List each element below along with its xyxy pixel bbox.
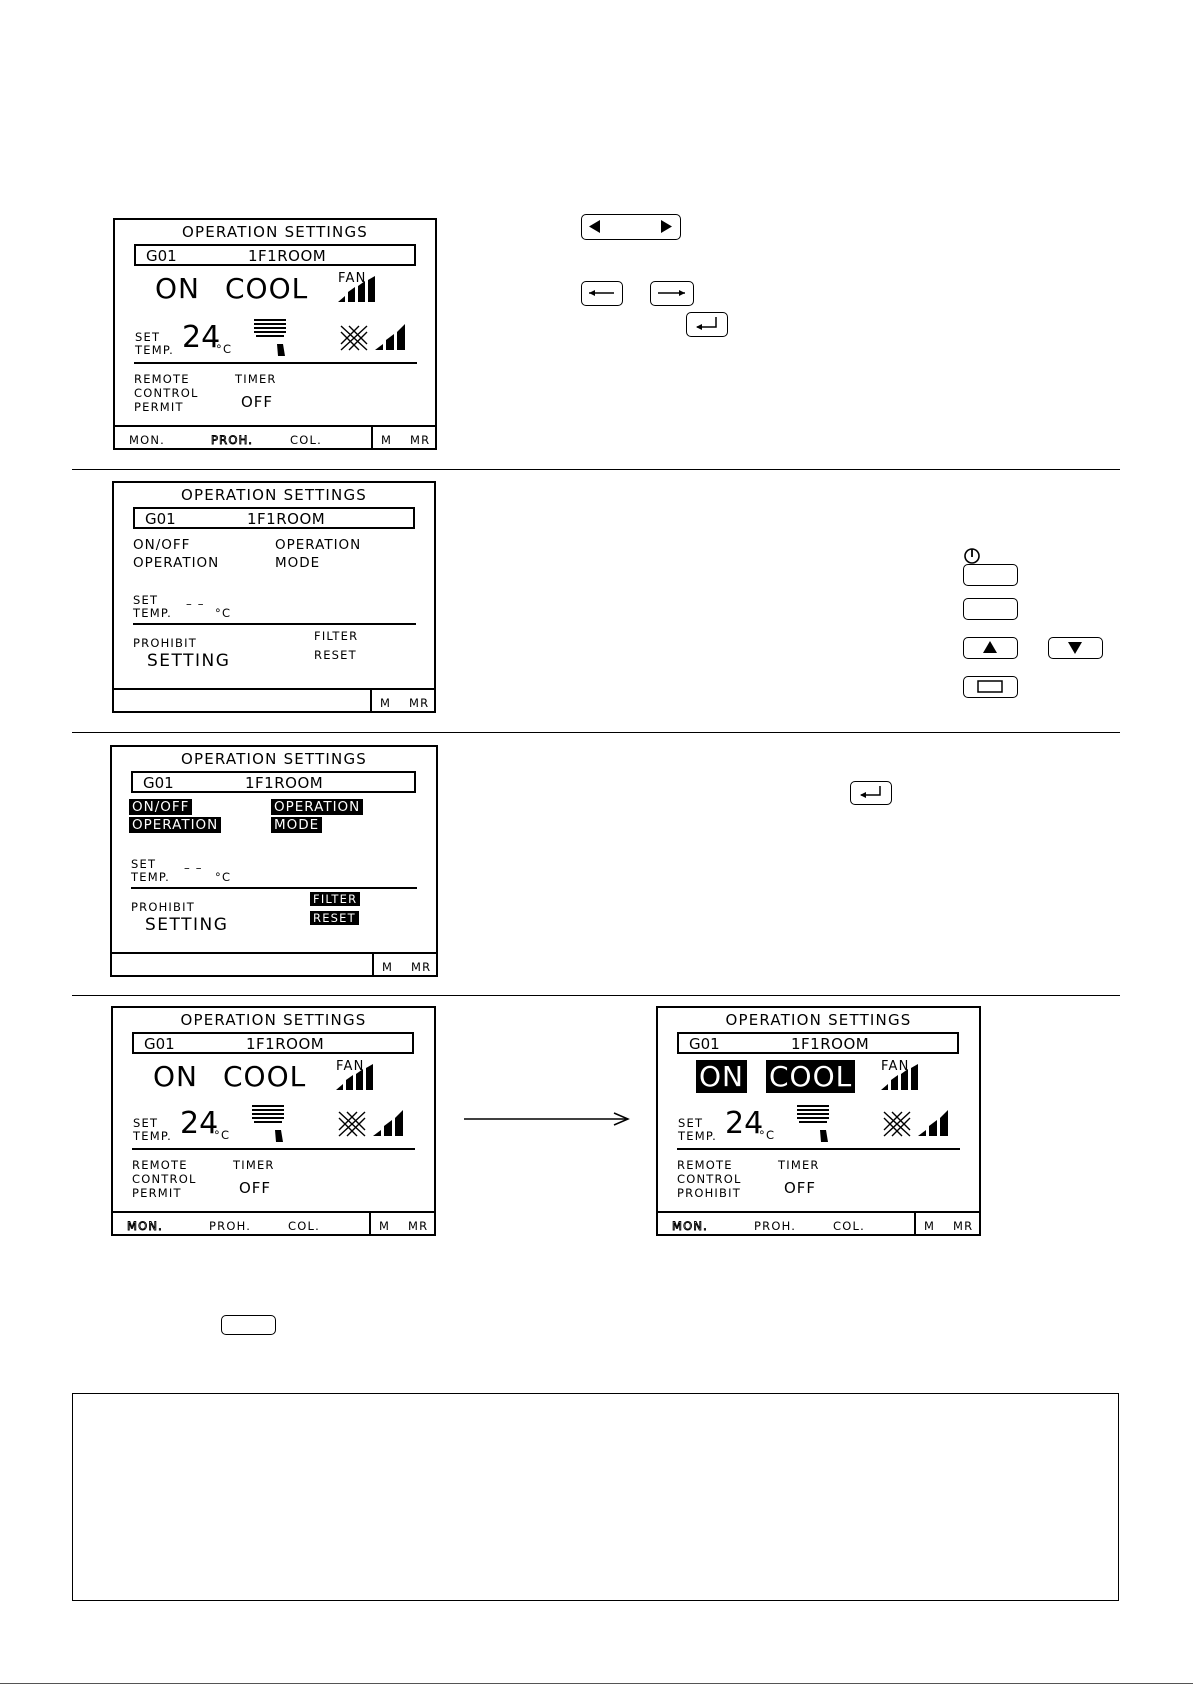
menu-mr[interactable]: MR: [409, 696, 430, 710]
temp-dash: – –: [184, 861, 203, 875]
on-off-key[interactable]: [963, 564, 1018, 586]
ventilation-icon: [335, 1106, 407, 1140]
temp-dash: – –: [186, 597, 205, 611]
group-name: 1F1ROOM: [248, 247, 327, 265]
section-separator: [72, 995, 1120, 996]
lcd-screen-3: [110, 745, 438, 977]
divider: [134, 362, 417, 364]
group-name: 1F1ROOM: [245, 774, 324, 792]
timer-label: TIMER: [778, 1158, 820, 1172]
page-bottom-rule: [0, 1683, 1193, 1684]
prohibit-label: PROHIBIT: [131, 900, 195, 914]
reset-label-selected: RESET: [310, 911, 359, 925]
filter-label-selected: FILTER: [310, 892, 360, 906]
on-status: ON: [153, 1060, 198, 1093]
lcd-screen-1: [113, 218, 437, 450]
divider: [131, 887, 417, 889]
remote-label-1: REMOTE: [132, 1158, 188, 1172]
prohibit-label: PROHIBIT: [133, 636, 197, 650]
down-key[interactable]: [1048, 637, 1103, 659]
divider: [133, 623, 416, 625]
group-id: G01: [689, 1035, 720, 1053]
menu-proh[interactable]: PROH.: [211, 433, 254, 447]
enter-return-icon: [851, 782, 890, 803]
timer-value: OFF: [241, 393, 274, 411]
down-triangle-icon: [1049, 638, 1101, 657]
enter-key[interactable]: [686, 312, 728, 337]
ventilation-icon: [337, 320, 409, 354]
mode-label: MODE: [275, 555, 321, 571]
up-triangle-icon: [964, 638, 1016, 657]
menu-split: [914, 1211, 916, 1235]
menu-proh[interactable]: PROH.: [209, 1219, 252, 1233]
group-id: G01: [143, 774, 174, 792]
mode-status: COOL: [225, 272, 309, 305]
left-right-arrows-icon: [582, 215, 679, 238]
set-label: SET: [131, 857, 157, 871]
filter-rect-icon: [964, 677, 1016, 696]
temp-unit: °C: [216, 342, 233, 356]
group-name: 1F1ROOM: [246, 1035, 325, 1053]
set-label: SET: [133, 1116, 159, 1130]
remote-label-2: CONTROL: [134, 386, 199, 400]
menu-col[interactable]: COL.: [288, 1219, 320, 1233]
enter-key[interactable]: [850, 781, 892, 805]
temp-unit: °C: [215, 870, 232, 884]
screen-title: OPERATION SETTINGS: [181, 223, 369, 241]
menu-col[interactable]: COL.: [833, 1219, 865, 1233]
louver-icon: [794, 1104, 834, 1144]
fan-label: FAN: [336, 1059, 365, 1074]
temp-label: TEMP.: [131, 870, 171, 884]
menu-mon[interactable]: MON.: [129, 433, 166, 447]
louver-icon: [251, 318, 291, 358]
onoff-label: ON/OFF: [133, 537, 191, 553]
menu-mr[interactable]: MR: [408, 1219, 429, 1233]
up-key[interactable]: [963, 637, 1018, 659]
louver-icon: [249, 1104, 289, 1144]
note-box: [72, 1393, 1119, 1601]
menu-split: [370, 688, 372, 712]
menu-divider: [113, 1211, 434, 1213]
setting-label: SETTING: [145, 915, 229, 935]
remote-label-2: CONTROL: [132, 1172, 197, 1186]
operation-label: OPERATION: [133, 555, 220, 571]
lcd-screen-4-after: [656, 1006, 981, 1236]
left-right-key[interactable]: [581, 214, 681, 240]
timer-label: TIMER: [233, 1158, 275, 1172]
menu-m[interactable]: M: [380, 696, 392, 710]
set-label: SET: [133, 593, 159, 607]
fan-speed-icon: [879, 1064, 929, 1092]
remote-label-1: REMOTE: [134, 372, 190, 386]
filter-key[interactable]: [963, 676, 1018, 698]
operation-mode-label: OPERATION: [275, 537, 362, 553]
menu-mon[interactable]: MON.: [672, 1219, 709, 1233]
mode-label-selected: MODE: [271, 816, 322, 834]
menu-divider: [115, 425, 435, 427]
setting-label: SETTING: [147, 651, 231, 671]
set-temp-value: 24: [180, 1106, 219, 1141]
lcd-screen-2: [112, 481, 436, 713]
group-name: 1F1ROOM: [791, 1035, 870, 1053]
temp-label: TEMP.: [133, 606, 173, 620]
lcd-screen-4-before: [111, 1006, 436, 1236]
on-status-selected: ON: [696, 1060, 747, 1093]
power-icon: [963, 547, 981, 565]
remote-label-1: REMOTE: [677, 1158, 733, 1172]
fan-speed-icon: [334, 1064, 384, 1092]
menu-mr[interactable]: MR: [410, 433, 431, 447]
menu-split: [372, 952, 374, 976]
group-id: G01: [146, 247, 177, 265]
fan-speed-icon: [336, 276, 386, 304]
operation-mode-label-selected: OPERATION: [271, 798, 363, 816]
menu-mon[interactable]: MON.: [127, 1219, 164, 1233]
menu-split: [369, 1211, 371, 1235]
temp-unit: °C: [214, 1128, 231, 1142]
group-id: G01: [145, 510, 176, 528]
screen-title: OPERATION SETTINGS: [725, 1011, 912, 1029]
group-field: [677, 1032, 959, 1054]
group-id: G01: [144, 1035, 175, 1053]
group-field: [133, 507, 415, 529]
group-name: 1F1ROOM: [247, 510, 326, 528]
screen-title: OPERATION SETTINGS: [180, 486, 368, 504]
set-label: SET: [678, 1116, 704, 1130]
fan-label: FAN: [338, 271, 367, 286]
section-separator: [72, 469, 1120, 470]
on-status: ON: [155, 272, 200, 305]
mode-key[interactable]: [963, 598, 1018, 620]
right-key[interactable]: [650, 281, 694, 306]
ventilation-icon: [880, 1106, 952, 1140]
permit-label: PERMIT: [134, 400, 184, 414]
mode-status: COOL: [223, 1060, 307, 1093]
prohibit-label: PROHIBIT: [677, 1186, 741, 1200]
menu-divider: [114, 688, 434, 690]
group-field: [131, 771, 416, 793]
set-temp-value: 24: [182, 320, 221, 355]
temp-label: TEMP.: [133, 1129, 173, 1143]
menu-m[interactable]: M: [379, 1219, 391, 1233]
menu-mr[interactable]: MR: [953, 1219, 974, 1233]
timer-value: OFF: [239, 1179, 272, 1197]
section-separator: [72, 732, 1120, 733]
confirm-key[interactable]: [221, 1315, 276, 1335]
reset-label: RESET: [314, 648, 357, 662]
remote-label-2: CONTROL: [677, 1172, 742, 1186]
enter-return-icon: [687, 313, 726, 335]
set-temp-value: 24: [725, 1106, 764, 1141]
onoff-label-selected: ON/OFF: [129, 798, 192, 816]
group-field: [134, 244, 416, 266]
right-arrow-icon: [651, 282, 692, 304]
group-field: [132, 1032, 414, 1054]
temp-label: TEMP.: [135, 343, 175, 357]
divider: [677, 1148, 960, 1150]
screen-title: OPERATION SETTINGS: [180, 1011, 367, 1029]
menu-divider: [658, 1211, 979, 1213]
menu-mr[interactable]: MR: [411, 960, 432, 974]
menu-split: [371, 425, 373, 449]
menu-proh[interactable]: PROH.: [754, 1219, 797, 1233]
permit-label: PERMIT: [132, 1186, 182, 1200]
temp-unit: °C: [759, 1128, 776, 1142]
menu-col[interactable]: COL.: [290, 433, 322, 447]
timer-label: TIMER: [235, 372, 277, 386]
screen-title: OPERATION SETTINGS: [180, 750, 368, 768]
divider: [132, 1148, 415, 1150]
menu-divider: [112, 952, 436, 954]
menu-m[interactable]: M: [382, 960, 394, 974]
temp-unit: °C: [215, 606, 232, 620]
menu-m[interactable]: M: [924, 1219, 936, 1233]
left-arrow-icon: [582, 282, 621, 304]
fan-label: FAN: [881, 1059, 910, 1074]
left-key[interactable]: [581, 281, 623, 306]
operation-label-selected: OPERATION: [129, 816, 221, 834]
menu-m[interactable]: M: [381, 433, 393, 447]
set-label: SET: [135, 330, 161, 344]
timer-value: OFF: [784, 1179, 817, 1197]
temp-label: TEMP.: [678, 1129, 718, 1143]
transition-arrow-icon: [462, 1110, 630, 1128]
mode-status-selected: COOL: [766, 1060, 855, 1093]
filter-label: FILTER: [314, 629, 359, 643]
